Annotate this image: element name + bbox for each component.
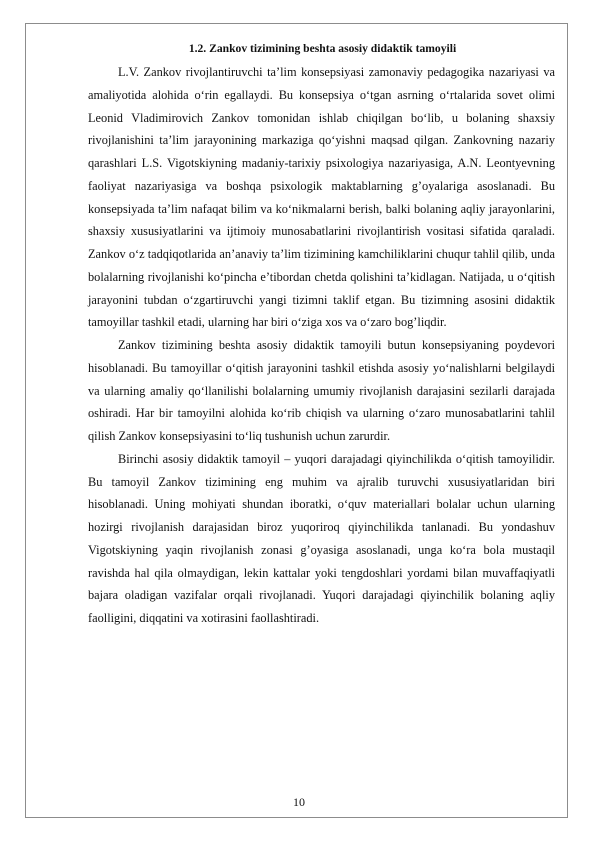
document-body bbox=[88, 41, 555, 630]
page-number: 10 bbox=[293, 795, 305, 809]
paragraph-intro: L.V. Zankov rivojlantiruvchi ta’lim konsepsiyasi zamonaviy pedagogika nazariyasi va amaliyotida alohida o‘rin egallaydi. Bu konsepsiya o‘tgan asrning o‘rtalarida sovet olimi Leonid Vladimirovich Zankov tomonidan ishlab chiqilgan bo‘lib, u bolaning shaxsiy rivojlanishini ta’lim jarayonining markaziga qo‘yishni maqsad qilgan. Zankovning nazariy qarashlari L.S. Vigotskiyning madaniy-tarixiy psixologiya nazariyasiga, A.N. Leontyevning faoliyat nazariyasiga va boshqa psixologik maktablarning g’oyalariga asoslanadi. Bu konsepsiyada ta’lim nafaqat bilim va ko‘nikmalarni berish, balki bolaning aqliy jarayonlarini, shaxsiy xususiyatlarini va ijtimoiy munosabatlarini rivojlantirish vositasi sifatida qaraladi. Zankov o‘z tadqiqotlarida an’anaviy ta’lim tizimining kamchiliklarini chuqur tahlil qilib, unda bolalarning rivojlanishi ko‘pincha e’tibordan chetda qolishini ta’kidlagan. Natijada, u o‘qitish jarayonini tubdan o‘zgartiruvchi yangi tizimni taklif etgan. Bu tizimning asosini didaktik tamoyillar tashkil etadi, ularning har biri o‘ziga xos va o‘zaro bog’liqdir. bbox=[88, 65, 555, 330]
paragraph-principles-overview: Zankov tizimining beshta asosiy didaktik tamoyili butun konsepsiyaning poydevori hisoblanadi. Bu tamoyillar o‘qitish jarayonini tashkil etishda asosiy yo‘nalishlarni belgilaydi va ularning amaliy qo‘llanilishi bolalarning umumiy rivojlanish darajasini sezilarli darajada oshiradi. Har bir tamoyilni alohida ko‘rib chiqish va ularning o‘zaro munosabatlarini tahlil qilish Zankov konsepsiyasini to‘liq tushunish uchun zarurdir. bbox=[88, 338, 555, 443]
section-heading: 1.2. Zankov tizimining beshta asosiy didaktik tamoyili bbox=[188, 42, 457, 55]
paragraph-first-principle: Birinchi asosiy didaktik tamoyil – yuqori darajadagi qiyinchilikda o‘qitish tamoyilidir. Bu tamoyil Zankov tizimining eng muhim va ajralib turuvchi xususiyatlaridan biri hisoblanadi. Uning mohiyati shundan iboratki, o‘quv materiallari bolalar uchun ularning hozirgi rivojlanish darajasidan biroz yuqoriroq qiyinchilikda tanlanadi. Bu yondashuv Vigotskiyning yaqin rivojlanish zonasi g’oyasiga asoslanadi, unga ko‘ra bola mustaqil ravishda hal qila olmaydigan, lekin kattalar yoki tengdoshlari yordami bilan muvaffaqiyatli bajara oladigan vazifalar orqali rivojlanadi. Yuqori darajadagi qiyinchilik bolaning aqliy faolligini, diqqatini va xotirasini faollashtiradi. bbox=[88, 451, 555, 625]
